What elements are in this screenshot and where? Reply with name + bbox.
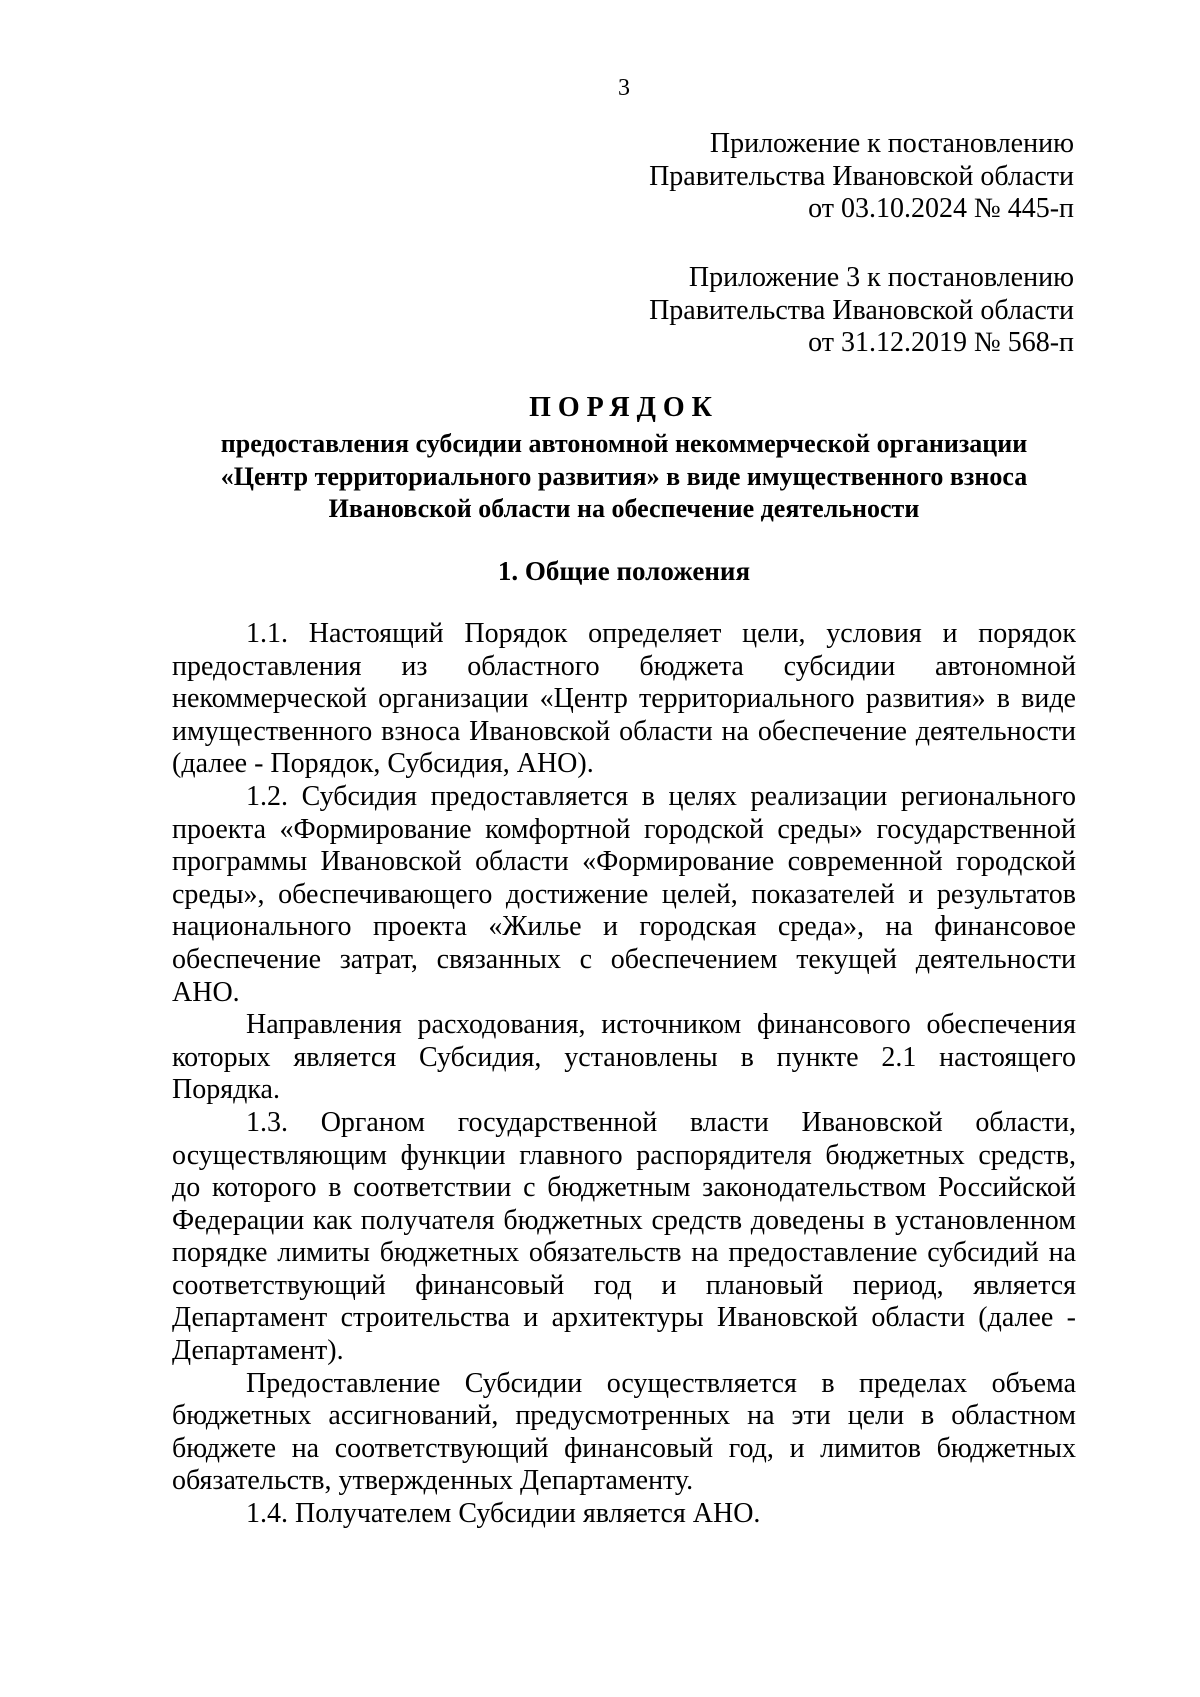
section-body [172,618,1076,1531]
paragraph-1-2-directions: Направления расходования, источником финансового обеспечения которых является Субсидия, установлены в пункте 2.1 настоящего Порядка. [172,1009,1076,1106]
document-subtitle-line3: Ивановской области на обеспечение деятельности [328,494,920,523]
paragraph-1-2: 1.2. Субсидия предоставляется в целях реализации регионального проекта «Формирование комфортной городской среды» государственной программы Ивановской области «Формирование современной городской среды», обеспечивающего достижение целей, показателей и результатов национального проекта «Жилье и городская среда», на финансовое обеспечение затрат, связанных с обеспечением текущей деятельности АНО. [172,780,1076,1008]
document-subtitle-line1: предоставления субсидии автономной некоммерческой организации [220,429,1028,458]
appendix-previous-line2: Правительства Ивановской области [649,294,1074,326]
document-subtitle-line2: «Центр территориального развития» в виде имущественного взноса [220,461,1028,491]
appendix-previous-header [649,262,1074,360]
document-title: ПОРЯДОК [529,392,719,423]
paragraph-1-3: 1.3. Органом государственной власти Ивановской области, осуществляющим функции главного распорядителя бюджетных средств, до которого в соответствии с бюджетным законодательством Российской Федерации как получателя бюджетных средств доведены в установленном порядке лимиты бюджетных обязательств на предоставление субсидий на соответствующий финансовый год и плановый период, является Департамент строительства и архитектуры Ивановской области (далее - Департамент). [172,1106,1076,1367]
paragraph-1-4: 1.4. Получателем Субсидии является АНО. [246,1498,761,1530]
section-heading: 1. Общие положения [497,556,751,586]
document-subtitle [172,428,1076,526]
appendix-current-line2: Правительства Ивановской области [649,160,1074,192]
appendix-current-line1: Приложение к постановлению [709,128,1074,159]
appendix-current-line3: от 03.10.2024 № 445-п [808,193,1074,224]
appendix-previous-line1: Приложение 3 к постановлению [688,262,1074,293]
paragraph-1-1: 1.1. Настоящий Порядок определяет цели, условия и порядок предоставления из областного бюджета субсидии автономной некоммерческой организации «Центр территориального развития» в виде имущественного взноса Ивановской области на обеспечение деятельности (далее - Порядок, Субсидия, АНО). [172,618,1076,780]
appendix-current-header [649,128,1074,226]
paragraph-1-3-provision: Предоставление Субсидии осуществляется в пределах объема бюджетных ассигнований, предусмотренных на эти цели в областном бюджете на соответствующий финансовый год, и лимитов бюджетных обязательств, утвержденных Департаменту. [172,1367,1076,1497]
appendix-previous-line3: от 31.12.2019 № 568-п [808,327,1074,358]
page-number: 3 [618,75,630,101]
